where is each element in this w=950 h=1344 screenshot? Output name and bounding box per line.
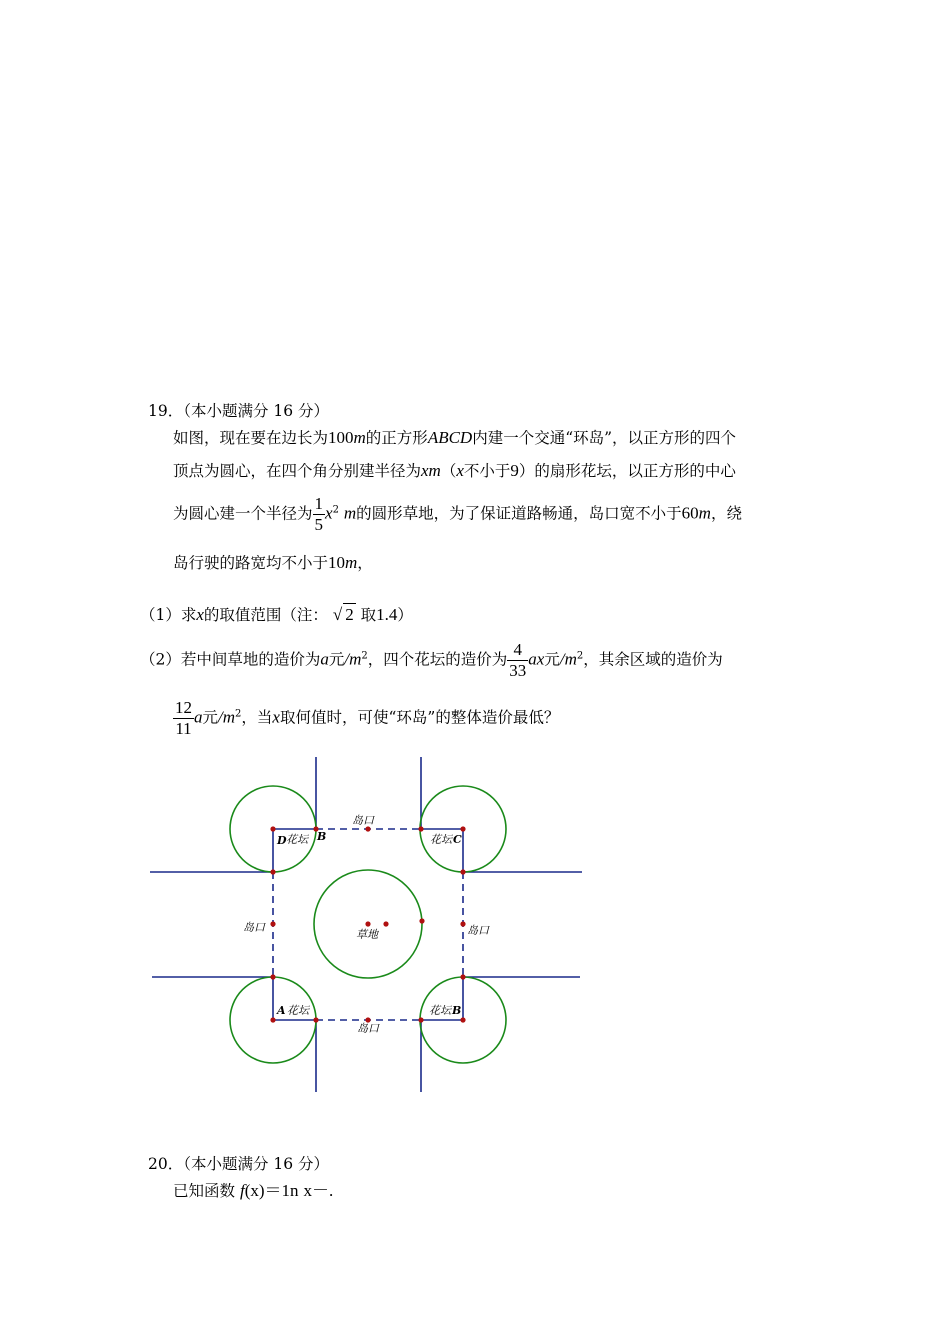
q19-part2-cont: $\frac{12}{11}$ a元$/m^2$，当x取何值时，可使“环岛”的整体造价最低？ — [175, 698, 560, 738]
q20-header: 20．（本小题满分 16 分） — [148, 1155, 330, 1173]
q19-line3: 为圆心建一个半径为 $\frac{1}{5}$ $x^2$ m的圆形草地，为了保证道路畅通，岛口宽不小于60m，绕 — [173, 494, 742, 534]
point — [270, 1017, 275, 1022]
label-bed-tl: 花坛 — [286, 833, 308, 846]
point — [383, 921, 388, 926]
q19-part1: （1）求x的取值范围（注： √ 2 取1.4） — [140, 605, 413, 624]
vertex-D: D — [277, 834, 287, 847]
point — [460, 826, 465, 831]
q19-line4: 岛行驶的路宽均不小于10m， — [173, 553, 373, 572]
q19-line1: 如图，现在要在边长为100m的正方形ABCD内建一个交通“环岛”，以正方形的四个 — [173, 428, 737, 447]
point — [270, 921, 275, 926]
point — [418, 1017, 423, 1022]
point — [460, 974, 465, 979]
fraction-12-11: $\frac{12}{11}$ — [175, 698, 192, 738]
q19-part2: （2）若中间草地的造价为a元$/m^2$，四个花坛的造价为 $\frac{4}{33}$ ax元$/m^2$，其余区域的造价为 — [140, 640, 723, 680]
label-island-bottom: 岛口 — [357, 1022, 379, 1035]
point — [419, 918, 424, 923]
point — [418, 826, 423, 831]
point — [365, 921, 370, 926]
label-bed-br: 花坛 — [429, 1004, 451, 1017]
fraction-1-5: $\frac{1}{5}$ — [314, 494, 324, 534]
point — [270, 826, 275, 831]
label-grass: 草地 — [356, 928, 378, 941]
point — [460, 869, 465, 874]
q19-line2: 顶点为圆心，在四个角分别建半径为xm（x不小于9）的扇形花坛，以正方形的中心 — [173, 461, 736, 480]
vertex-C: C — [453, 833, 462, 846]
point — [460, 1017, 465, 1022]
point — [270, 974, 275, 979]
vertex-B-bottom: B — [452, 1004, 462, 1017]
q20-line1: 已知函数 f(x)＝1n x－. — [173, 1181, 334, 1200]
vertex-B-top: B — [317, 830, 327, 843]
point — [270, 869, 275, 874]
point — [313, 1017, 318, 1022]
point — [460, 921, 465, 926]
label-island-right: 岛口 — [467, 924, 489, 937]
label-bed-tr: 花坛 — [430, 833, 452, 846]
label-bed-bl: 花坛 — [287, 1004, 309, 1017]
q19-header: 19．（本小题满分 16 分） — [148, 402, 330, 420]
point — [365, 826, 370, 831]
label-island-top: 岛口 — [352, 814, 374, 827]
label-island-left: 岛口 — [243, 921, 265, 934]
points — [270, 826, 465, 1022]
vertex-A: A — [277, 1004, 286, 1017]
fraction-4-33: $\frac{4}{33}$ — [509, 640, 527, 680]
